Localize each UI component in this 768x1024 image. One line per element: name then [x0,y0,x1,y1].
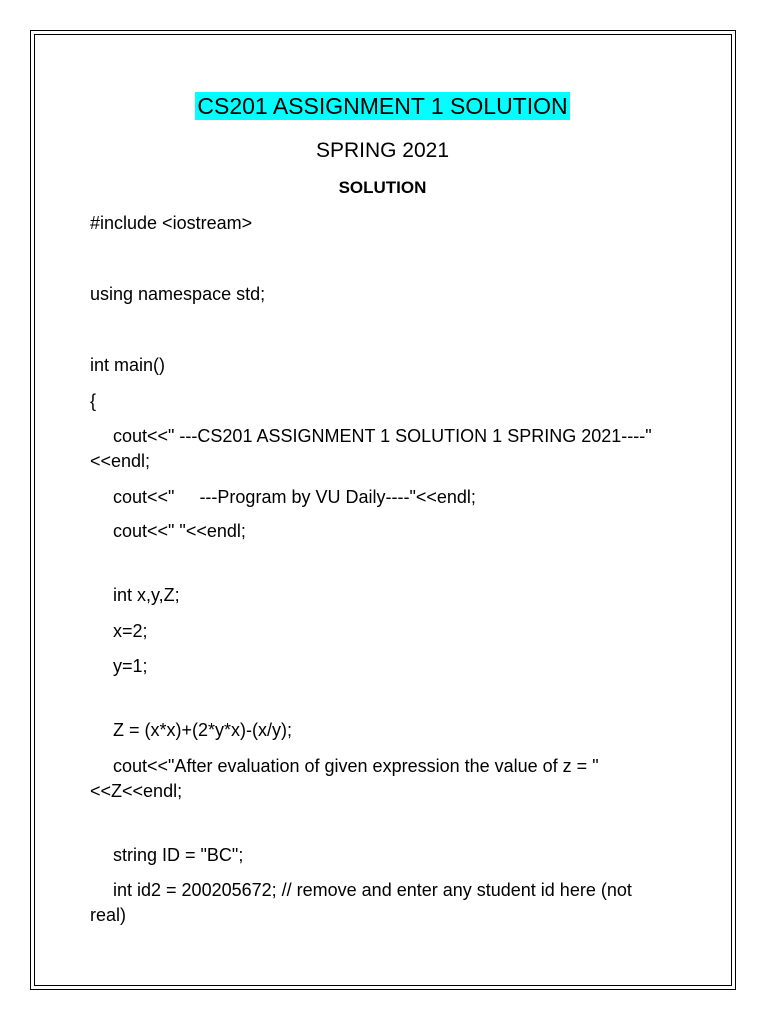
code-line-brace-open: { [90,391,97,411]
code-line-namespace: using namespace std; [90,284,266,304]
code-line-assign-y: y=1; [113,656,148,676]
code-line-string-id: string ID = "BC"; [113,845,244,865]
code-line-int-id2: int id2 = 200205672; // remove and enter any student id here (not real) [90,880,632,925]
code-line-main: int main() [90,355,166,375]
document-title [90,92,675,121]
code-line-cout-blank: cout<<" "<<endl; [113,521,246,541]
code-line-assign-x: x=2; [113,621,148,641]
code-line-cout-result: cout<<"After evaluation of given expression the value of z = "<<Z<<endl; [90,756,599,801]
code-line-expr-z: Z = (x*x)+(2*y*x)-(x/y); [113,720,293,740]
code-line-cout-program: cout<<" ---Program by VU Daily----"<<endl; [113,487,476,507]
section-heading: SOLUTION [338,178,427,197]
code-line-include: #include <iostream> [90,213,253,233]
document-title-text: CS201 ASSIGNMENT 1 SOLUTION [197,93,568,119]
code-line-cout-header: cout<<" ---CS201 ASSIGNMENT 1 SOLUTION 1 SPRING 2021----"<<endl; [90,426,652,471]
code-line-decl-vars: int x,y,Z; [113,585,180,605]
document-subtitle: SPRING 2021 [315,139,450,162]
